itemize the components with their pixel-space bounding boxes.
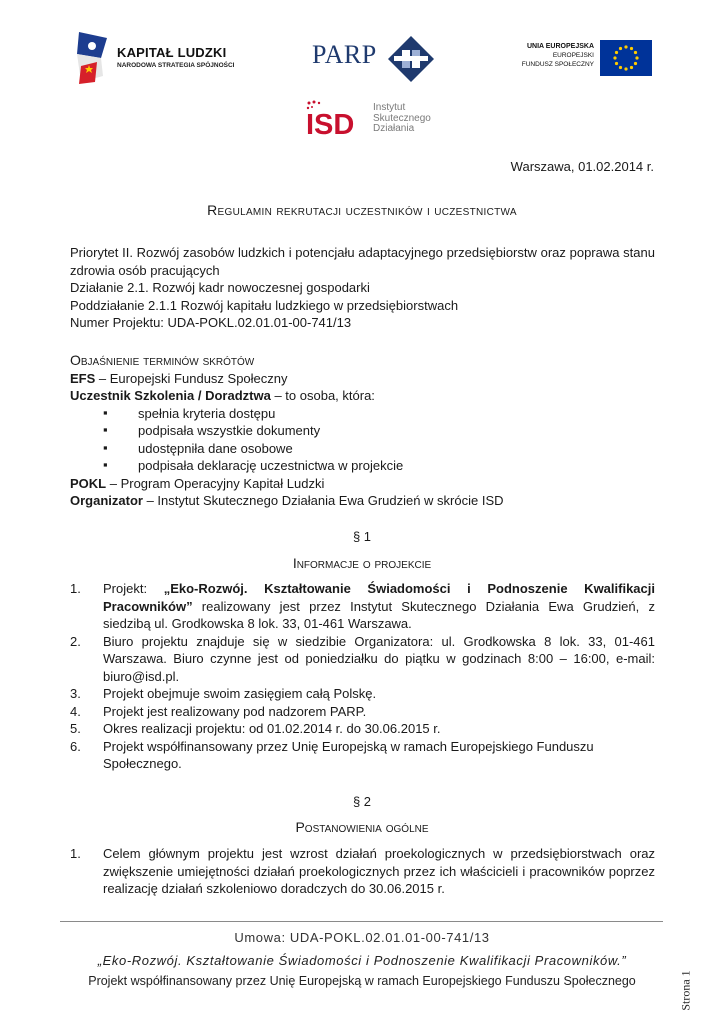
footer-divider — [60, 921, 663, 922]
item-number: 1. — [70, 846, 81, 861]
list-item — [70, 685, 655, 703]
list-item: ▪ podpisała deklarację uczestnictwa w projekcie — [70, 457, 655, 475]
organizator-definition: – Instytut Skutecznego Działania Ewa Grudzień w skrócie ISD — [142, 493, 504, 508]
isd-name — [373, 103, 431, 135]
item-number: 3. — [70, 686, 81, 701]
subaction-line: Poddziałanie 2.1.1 Rozwój kapitału ludzkiego w przedsiębiorstwach — [70, 297, 459, 313]
list-item — [70, 720, 655, 738]
footer-cofinance: Projekt współfinansowany przez Unię Europejską w ramach Europejskiego Funduszu Społecznego — [88, 974, 636, 988]
pokl-definition: – Program Operacyjny Kapitał Ludzki — [106, 475, 325, 491]
parp-text: PARP — [312, 40, 377, 69]
kapital-ludzki-subtitle: NARODOWA STRATEGIA SPÓJNOŚCI — [117, 62, 235, 69]
document-date: Warszawa, 01.02.2014 r. — [510, 159, 654, 174]
pokl-term: POKL — [70, 475, 107, 491]
efs-term: EFS — [70, 370, 96, 386]
isd-name-line1: Instytut — [373, 102, 406, 113]
document-title: Regulamin rekrutacji uczestników i uczestnictwa — [207, 202, 517, 218]
item-number: 2. — [70, 633, 81, 649]
item-text: Projekt: — [103, 581, 164, 596]
uczestnik-term: Uczestnik Szkolenia / Doradztwa — [70, 388, 271, 403]
priority-line: Priorytet II. Rozwój zasobów ludzkich i potencjału adaptacyjnego przedsiębiorstw oraz poprawa stanu zdrowia osób pracujących — [70, 245, 655, 278]
item-text: realizowany jest przez Instytut Skutecznego Działania Ewa Grudzień, z siedzibą ul. Grodkowska 8 lok. 33, 01-461 Warszawa. — [103, 598, 655, 631]
list-item: ▪ udostępniła dane osobowe — [70, 440, 655, 458]
section-1-number: § 1 — [352, 529, 372, 544]
ue-line2: EUROPEJSKI — [552, 52, 594, 59]
definition-organizator — [70, 492, 655, 510]
project-number-line: Numer Projektu: UDA-POKL.02.01.01-00-741/13 — [70, 315, 352, 330]
list-item — [70, 738, 655, 773]
parp-diamond-icon — [388, 36, 434, 82]
unia-europejska-logo — [518, 40, 652, 76]
ue-text — [522, 42, 594, 69]
item-number: 6. — [70, 738, 81, 754]
organizator-term: Organizator — [70, 493, 143, 508]
definitions — [70, 352, 655, 510]
kapital-ludzki-title: KAPITAŁ LUDZKI — [117, 45, 227, 60]
item-text: Projekt jest realizowany pod nadzorem PARP. — [103, 703, 367, 719]
item-bold-text: „Eko-Rozwój. Kształtowanie Świadomości i Podnoszenie Kwalifikacji Pracowników” — [103, 581, 655, 614]
list-item — [70, 845, 655, 898]
page-number-label: Strona 1 — [678, 970, 693, 1011]
section-1-title: Informacje o projekcie — [292, 555, 432, 571]
page-number — [676, 958, 696, 1028]
item-text: Projekt współfinansowany przez Unię Europejską w ramach Europejskiego Funduszu Społecznego. — [103, 738, 594, 771]
item-number: 4. — [70, 703, 81, 719]
list-item — [70, 633, 655, 686]
item-text: Biuro projektu znajduje się w siedzibie Organizatora: ul. Grodkowska 8 lok. 33, 01-461 Warszawa. Biuro czynne jest od poniedziałku do piątku w godzinach 8:00 – 16:00, e-mail: biuro@isd.pl. — [103, 633, 655, 684]
section-2-title: Postanowienia ogólne — [295, 819, 429, 835]
kapital-ludzki-logo — [75, 32, 255, 90]
footer-contract: Umowa: UDA-POKL.02.01.01-00-741/13 — [234, 930, 490, 945]
item-number: 1. — [70, 581, 81, 596]
uczestnik-criteria-list — [70, 405, 655, 475]
footer-project-title: „Eko-Rozwój. Kształtowanie Świadomości i Podnoszenie Kwalifikacji Pracowników.” — [97, 953, 627, 968]
section-2-number: § 2 — [352, 794, 372, 809]
item-number: 5. — [70, 721, 81, 736]
project-info — [70, 244, 655, 332]
ue-line3: FUNDUSZ SPOŁECZNY — [521, 61, 594, 68]
uczestnik-definition: – to osoba, która: — [270, 388, 375, 403]
parp-logo — [312, 36, 434, 84]
definition-pokl — [70, 475, 655, 493]
section-1-list — [70, 580, 655, 773]
isd-mark-text: ISD — [306, 109, 355, 139]
isd-name-line3: Działania — [373, 123, 415, 134]
action-line: Działanie 2.1. Rozwój kadr nowoczesnej gospodarki — [70, 280, 370, 295]
section-2-list — [70, 845, 655, 898]
list-item: ▪ podpisała wszystkie dokumenty — [70, 422, 655, 440]
list-item — [70, 703, 655, 721]
definitions-heading: Objaśnienie terminów skrótów — [70, 352, 255, 368]
isd-logo — [305, 99, 440, 141]
ue-line1: UNIA EUROPEJSKA — [526, 43, 594, 50]
eu-flag-icon — [600, 40, 652, 76]
isd-name-line2: Skutecznego — [373, 112, 431, 124]
isd-mark-icon — [305, 99, 369, 139]
kapital-ludzki-flag-icon — [75, 32, 107, 84]
definition-uczestnik — [70, 387, 655, 405]
item-text: Celem głównym projektu jest wzrost działań proekologicznych w przedsiębiorstwach oraz zwiększenie umiejętności działań proekologicznych przez ich właścicieli i pracowników poprzez realizację działań szkoleniowo doradczych do 30.06.2015 r. — [103, 846, 655, 896]
item-text: Okres realizacji projektu: od 01.02.2014 r. do 30.06.2015 r. — [103, 721, 441, 736]
list-item — [70, 580, 655, 633]
item-text: Projekt obejmuje swoim zasięgiem całą Polskę. — [103, 686, 377, 701]
list-item: ▪ spełnia kryteria dostępu — [70, 405, 655, 423]
efs-definition: – Europejski Fundusz Społeczny — [95, 370, 288, 386]
definition-efs — [70, 370, 655, 388]
